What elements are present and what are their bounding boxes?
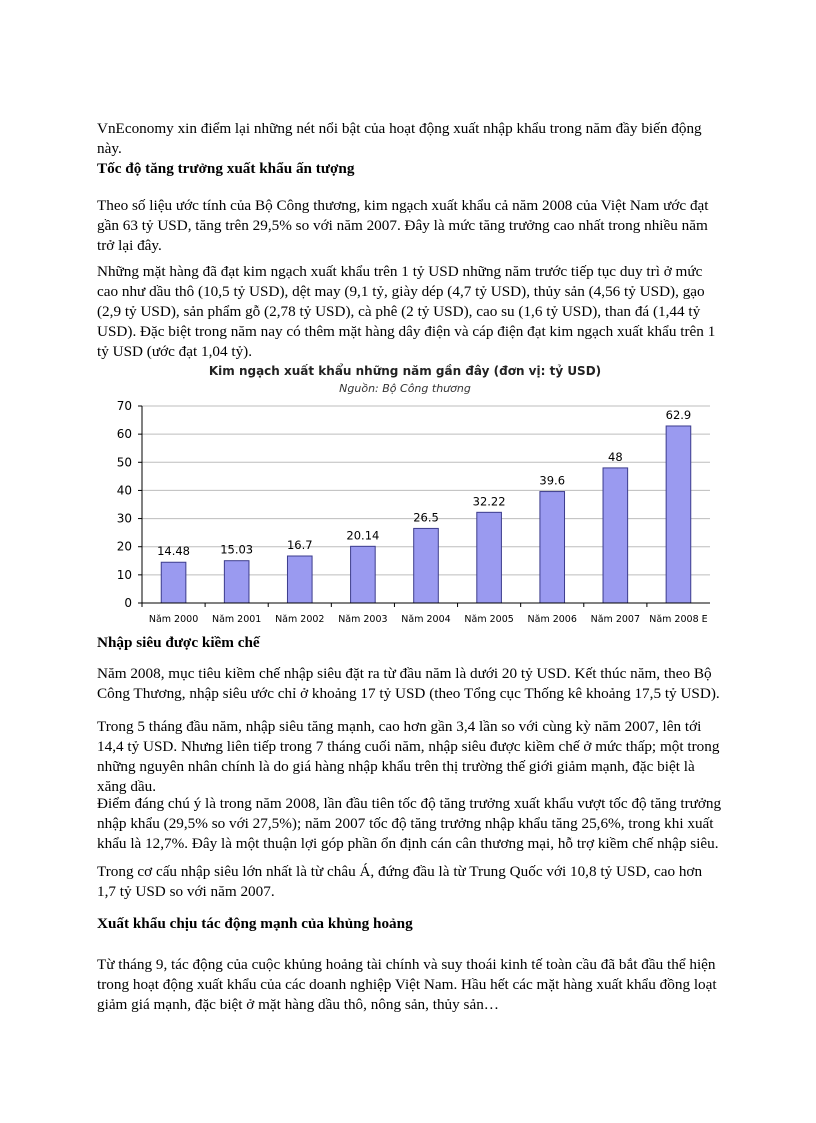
- y-tick-label: 30: [116, 511, 132, 526]
- bar: [414, 528, 439, 603]
- section2-paragraph-4: Trong cơ cấu nhập siêu lớn nhất là từ châu Á, đứng đầu là từ Trung Quốc với 10,8 tỷ USD, cao hơn 1,7 tỷ USD so với năm 2007.: [97, 863, 703, 900]
- section2-paragraph-2: Trong 5 tháng đầu năm, nhập siêu tăng mạnh, cao hơn gần 3,4 lần so với cùng kỳ năm 2007, lên tới 14,4 tỷ USD. Nhưng liên tiếp trong 7 tháng cuối năm, nhập siêu được kiềm chế ở mức thấp; một trong những nguyên nhân chính là do giá hàng nhập khẩu trên thị trường thế giới giảm mạnh, đặc biệt là xăng dầu.: [97, 718, 720, 795]
- bar-value-label: 20.14: [346, 528, 380, 543]
- y-tick-label: 50: [116, 455, 132, 470]
- bar-value-label: 14.48: [157, 544, 191, 559]
- chart-title: Kim ngạch xuất khẩu những năm gần đây (đơn vị: tỷ USD): [208, 364, 602, 378]
- bar: [477, 512, 502, 603]
- x-tick-label: Năm 2006: [527, 614, 577, 625]
- x-tick-label: Năm 2005: [464, 614, 514, 625]
- section3-heading: Xuất khẩu chịu tác động mạnh của khủng hoảng: [97, 915, 413, 932]
- section1-paragraph-2: Những mặt hàng đã đạt kim ngạch xuất khẩu trên 1 tỷ USD những năm trước tiếp tục duy trì ở mức cao như dầu thô (10,5 tỷ USD), dệt may (9,1 tỷ, giày dép (4,7 tỷ USD), thủy sản (4,56 tỷ USD), gạo (2,9 tỷ USD), sản phẩm gỗ (2,78 tỷ USD), cà phê (2 tỷ USD), cao su (1,6 tỷ USD), than đá (1,44 tỷ USD). Đặc biệt trong năm nay có thêm mặt hàng dây điện và cáp điện đạt kim ngạch xuất khẩu trên 1 tỷ USD (ước đạt 1,04 tỷ).: [97, 263, 716, 360]
- bar-value-label: 39.6: [539, 473, 566, 488]
- x-tick-label: Năm 2000: [148, 614, 199, 625]
- y-tick-label: 60: [116, 427, 132, 442]
- bar-value-label: 48: [608, 449, 623, 464]
- x-tick-label: Năm 2004: [401, 614, 451, 625]
- x-tick-label: Năm 2001: [211, 614, 262, 625]
- x-tick-label: Năm 2008 E: [649, 614, 708, 625]
- y-tick-label: 70: [116, 399, 132, 413]
- section1-paragraph-1: Theo số liệu ước tính của Bộ Công thương, kim ngạch xuất khẩu cả năm 2008 của Việt Nam ước đạt gần 63 tỷ USD, tăng trên 29,5% so với năm 2007. Đây là mức tăng trưởng cao nhất trong nhiều năm trở lại đây.: [97, 197, 709, 254]
- bar-value-label: 16.7: [286, 538, 313, 553]
- bar-value-label: 62.9: [665, 407, 692, 422]
- section2-paragraph-3: Điểm đáng chú ý là trong năm 2008, lần đầu tiên tốc độ tăng trưởng xuất khẩu vượt tốc độ tăng trưởng nhập khẩu (29,5% so với 27,5%); năm 2007 tốc độ tăng trưởng nhập khẩu tăng 25,6%, trong khi xuất khẩu là 12,7%. Đây là một thuận lợi góp phần ổn định cán cân thương mại, hỗ trợ kiềm chế nhập siêu.: [97, 795, 722, 852]
- bar: [666, 426, 691, 603]
- bar: [287, 556, 312, 603]
- bar: [161, 562, 186, 603]
- bar: [351, 546, 376, 603]
- x-tick-label: Năm 2003: [338, 614, 388, 625]
- y-tick-label: 0: [124, 596, 132, 610]
- section2-paragraph-1: Năm 2008, mục tiêu kiềm chế nhập siêu đặt ra từ đầu năm là dưới 20 tỷ USD. Kết thúc năm, theo Bộ Công Thương, nhập siêu ước chỉ ở khoảng 17 tỷ USD (theo Tổng cục Thống kê khoảng 17,5 tỷ USD).: [97, 665, 720, 702]
- bar-value-label: 15.03: [220, 542, 254, 557]
- section2-heading: Nhập siêu được kiềm chế: [97, 634, 260, 651]
- export-chart: [110, 358, 722, 633]
- bar-value-label: 32.22: [472, 494, 506, 509]
- bar: [224, 561, 249, 603]
- export-chart-svg: [110, 358, 722, 633]
- y-tick-label: 10: [116, 567, 132, 582]
- bar: [540, 492, 565, 603]
- x-tick-label: Năm 2007: [590, 614, 641, 625]
- bar-value-label: 26.5: [413, 510, 439, 525]
- section1-heading: Tốc độ tăng trưởng xuất khẩu ấn tượng: [97, 160, 355, 177]
- intro-paragraph: VnEconomy xin điểm lại những nét nổi bật của hoạt động xuất nhập khẩu trong năm đầy biến động này.: [97, 120, 702, 157]
- section3-paragraph-1: Từ tháng 9, tác động của cuộc khủng hoảng tài chính và suy thoái kinh tế toàn cầu đã bắt đầu thể hiện trong hoạt động xuất khẩu của các doanh nghiệp Việt Nam. Hầu hết các mặt hàng xuất khẩu đồng loạt giảm giá mạnh, đặc biệt ở mặt hàng dầu thô, nông sản, thủy sản…: [97, 956, 717, 1013]
- y-tick-label: 40: [116, 483, 132, 498]
- y-tick-label: 20: [116, 539, 132, 554]
- x-tick-label: Năm 2002: [275, 614, 325, 625]
- chart-subtitle: Nguồn: Bộ Công thương: [339, 382, 471, 395]
- bar: [603, 468, 628, 603]
